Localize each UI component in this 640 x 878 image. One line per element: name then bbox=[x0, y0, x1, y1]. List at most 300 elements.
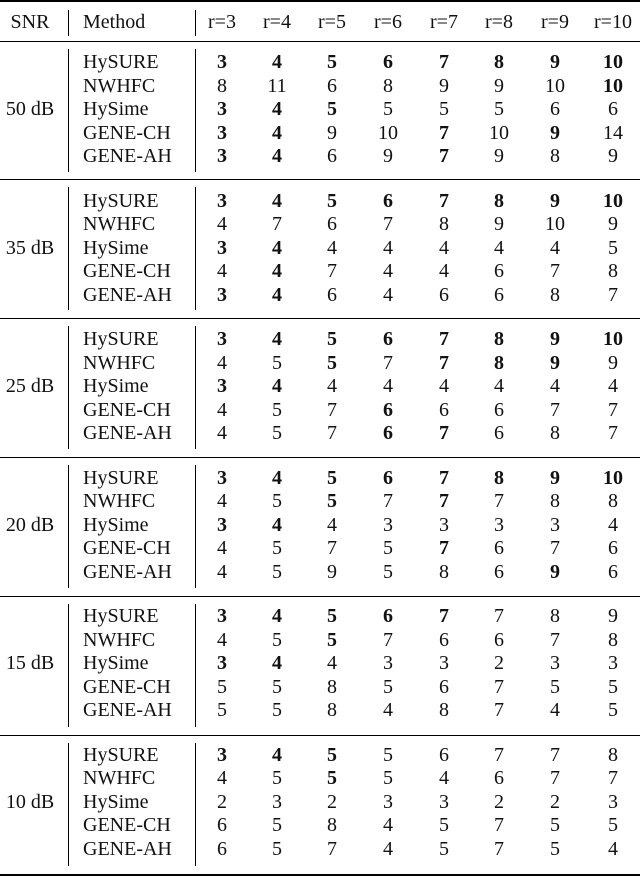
group-divider-method-4 bbox=[195, 604, 196, 727]
table-cell: 4 bbox=[217, 628, 227, 651]
group-divider-snr-3 bbox=[68, 465, 69, 588]
method-name: NWHFC bbox=[83, 767, 156, 789]
table-cell: 3 bbox=[217, 51, 227, 73]
table-cell: 7 bbox=[383, 490, 393, 512]
group-divider-snr-5 bbox=[68, 743, 69, 866]
table-cell: 4 bbox=[550, 375, 560, 397]
table-cell: 6 bbox=[494, 260, 504, 282]
table-cell: 6 bbox=[439, 675, 449, 698]
table-cell: 4 bbox=[327, 513, 337, 536]
table-cell: 4 bbox=[439, 260, 449, 282]
table-cell: 2 bbox=[327, 790, 337, 813]
table-cell: 3 bbox=[217, 328, 227, 350]
method-name: HySURE bbox=[83, 605, 159, 627]
table-cell: 7 bbox=[494, 743, 504, 766]
table-cell: 5 bbox=[439, 98, 449, 120]
table-cell: 7 bbox=[608, 767, 618, 789]
group-divider-method-2 bbox=[195, 326, 196, 449]
table-cell: 4 bbox=[608, 513, 618, 536]
method-name: NWHFC bbox=[83, 74, 156, 97]
table-cell: 5 bbox=[272, 767, 282, 789]
method-name: GENE-AH bbox=[83, 145, 172, 167]
table-cell: 5 bbox=[383, 767, 393, 789]
table-cell: 4 bbox=[272, 236, 282, 259]
bottom-rule bbox=[0, 874, 640, 876]
table-cell: 10 bbox=[603, 51, 623, 73]
table-cell: 6 bbox=[327, 213, 337, 235]
table-cell: 8 bbox=[608, 260, 618, 282]
table-cell: 7 bbox=[327, 537, 337, 559]
header-col-r=9: r=9 bbox=[541, 11, 569, 33]
table-cell: 5 bbox=[327, 466, 337, 489]
table-cell: 4 bbox=[217, 260, 227, 282]
table-cell: 6 bbox=[327, 74, 337, 97]
table-cell: 5 bbox=[272, 422, 282, 444]
table-cell: 6 bbox=[550, 98, 560, 120]
table-cell: 8 bbox=[327, 699, 337, 721]
table-cell: 6 bbox=[439, 743, 449, 766]
table-cell: 4 bbox=[383, 814, 393, 836]
table-cell: 4 bbox=[439, 375, 449, 397]
group-rule-3 bbox=[0, 457, 640, 458]
table-cell: 5 bbox=[608, 699, 618, 721]
header-divider-snr bbox=[68, 10, 69, 36]
table-cell: 6 bbox=[494, 283, 504, 306]
table-cell: 7 bbox=[439, 189, 449, 212]
method-name: HySime bbox=[83, 790, 149, 813]
table-cell: 9 bbox=[608, 145, 618, 167]
table-cell: 5 bbox=[272, 837, 282, 860]
table-cell: 4 bbox=[272, 51, 282, 73]
table-cell: 7 bbox=[550, 260, 560, 282]
group-divider-snr-0 bbox=[68, 49, 69, 172]
method-name: GENE-AH bbox=[83, 560, 172, 583]
table-cell: 3 bbox=[383, 790, 393, 813]
table-cell: 9 bbox=[550, 51, 560, 73]
table-cell: 10 bbox=[545, 74, 565, 97]
table-cell: 5 bbox=[327, 628, 337, 651]
table-cell: 5 bbox=[327, 605, 337, 627]
table-cell: 7 bbox=[550, 628, 560, 651]
table-cell: 8 bbox=[494, 466, 504, 489]
table-cell: 6 bbox=[217, 837, 227, 860]
table-cell: 8 bbox=[550, 490, 560, 512]
table-cell: 7 bbox=[550, 767, 560, 789]
method-name: GENE-AH bbox=[83, 283, 172, 306]
table-cell: 5 bbox=[327, 351, 337, 374]
table-cell: 7 bbox=[439, 490, 449, 512]
table-cell: 4 bbox=[272, 145, 282, 167]
table-cell: 3 bbox=[217, 652, 227, 674]
method-name: GENE-CH bbox=[83, 675, 171, 698]
table-cell: 9 bbox=[383, 145, 393, 167]
table-cell: 4 bbox=[272, 121, 282, 144]
snr-label: 50 dB bbox=[5, 98, 55, 120]
group-divider-method-0 bbox=[195, 49, 196, 172]
table-cell: 5 bbox=[272, 398, 282, 421]
method-name: HySime bbox=[83, 98, 149, 120]
table-cell: 4 bbox=[272, 466, 282, 489]
table-cell: 6 bbox=[383, 328, 393, 350]
table-cell: 8 bbox=[550, 605, 560, 627]
table-cell: 4 bbox=[550, 699, 560, 721]
table-cell: 4 bbox=[217, 537, 227, 559]
method-name: HySime bbox=[83, 652, 149, 674]
table-cell: 7 bbox=[439, 537, 449, 559]
method-name: HySURE bbox=[83, 466, 159, 489]
table-cell: 3 bbox=[217, 145, 227, 167]
table-cell: 9 bbox=[550, 328, 560, 350]
table-cell: 6 bbox=[217, 814, 227, 836]
table-cell: 5 bbox=[383, 537, 393, 559]
table-cell: 7 bbox=[327, 422, 337, 444]
table-cell: 4 bbox=[439, 236, 449, 259]
table-cell: 8 bbox=[327, 675, 337, 698]
table-cell: 9 bbox=[608, 351, 618, 374]
table-cell: 6 bbox=[439, 398, 449, 421]
table-cell: 5 bbox=[272, 537, 282, 559]
table-cell: 5 bbox=[217, 699, 227, 721]
table-cell: 8 bbox=[383, 74, 393, 97]
table-cell: 6 bbox=[494, 537, 504, 559]
group-divider-method-1 bbox=[195, 187, 196, 310]
table-cell: 9 bbox=[439, 74, 449, 97]
snr-label: 25 dB bbox=[5, 375, 55, 397]
table-cell: 6 bbox=[383, 189, 393, 212]
table-cell: 7 bbox=[550, 743, 560, 766]
table-cell: 5 bbox=[272, 699, 282, 721]
method-name: GENE-CH bbox=[83, 121, 171, 144]
table-cell: 5 bbox=[272, 560, 282, 583]
table-cell: 3 bbox=[217, 121, 227, 144]
table-cell: 3 bbox=[439, 652, 449, 674]
table-cell: 9 bbox=[550, 121, 560, 144]
table-cell: 10 bbox=[603, 189, 623, 212]
table-cell: 5 bbox=[327, 328, 337, 350]
table-cell: 7 bbox=[439, 605, 449, 627]
table-cell: 4 bbox=[272, 260, 282, 282]
table-cell: 4 bbox=[608, 837, 618, 860]
table-cell: 6 bbox=[383, 605, 393, 627]
group-divider-method-3 bbox=[195, 465, 196, 588]
table-cell: 7 bbox=[383, 213, 393, 235]
table-cell: 5 bbox=[439, 814, 449, 836]
table-cell: 4 bbox=[494, 236, 504, 259]
table-cell: 11 bbox=[267, 74, 287, 97]
header-method: Method bbox=[83, 11, 146, 33]
table-cell: 7 bbox=[494, 605, 504, 627]
top-rule bbox=[0, 0, 640, 2]
table-cell: 8 bbox=[494, 351, 504, 374]
table-cell: 10 bbox=[603, 328, 623, 350]
table-cell: 9 bbox=[550, 466, 560, 489]
group-rule-1 bbox=[0, 179, 640, 180]
table-cell: 7 bbox=[550, 537, 560, 559]
table-cell: 9 bbox=[494, 145, 504, 167]
table-cell: 5 bbox=[327, 490, 337, 512]
group-rule-2 bbox=[0, 318, 640, 319]
table-cell: 9 bbox=[494, 74, 504, 97]
table-cell: 5 bbox=[272, 351, 282, 374]
method-name: GENE-CH bbox=[83, 814, 171, 836]
table-cell: 4 bbox=[550, 236, 560, 259]
table-cell: 4 bbox=[494, 375, 504, 397]
table-cell: 7 bbox=[608, 283, 618, 306]
group-rule-5 bbox=[0, 735, 640, 736]
header-col-r=3: r=3 bbox=[208, 11, 236, 33]
table-cell: 2 bbox=[550, 790, 560, 813]
table-cell: 6 bbox=[439, 283, 449, 306]
table-cell: 6 bbox=[383, 51, 393, 73]
table-cell: 5 bbox=[272, 628, 282, 651]
table-cell: 8 bbox=[608, 628, 618, 651]
method-name: GENE-AH bbox=[83, 422, 172, 444]
header-col-r=10: r=10 bbox=[594, 11, 632, 33]
table-cell: 7 bbox=[327, 837, 337, 860]
table-cell: 3 bbox=[217, 375, 227, 397]
table-cell: 5 bbox=[439, 837, 449, 860]
table-cell: 5 bbox=[550, 837, 560, 860]
table-cell: 6 bbox=[383, 422, 393, 444]
method-name: NWHFC bbox=[83, 490, 156, 512]
method-name: HySURE bbox=[83, 743, 159, 766]
table-cell: 7 bbox=[494, 675, 504, 698]
table-cell: 7 bbox=[327, 260, 337, 282]
header-col-r=4: r=4 bbox=[263, 11, 291, 33]
table-cell: 3 bbox=[217, 98, 227, 120]
table-cell: 4 bbox=[327, 236, 337, 259]
table-cell: 5 bbox=[383, 743, 393, 766]
table-cell: 4 bbox=[272, 513, 282, 536]
table-cell: 8 bbox=[327, 814, 337, 836]
header-col-r=8: r=8 bbox=[485, 11, 513, 33]
table-cell: 3 bbox=[608, 652, 618, 674]
table-cell: 3 bbox=[439, 790, 449, 813]
table-cell: 7 bbox=[494, 837, 504, 860]
table-cell: 4 bbox=[327, 375, 337, 397]
table-cell: 3 bbox=[217, 513, 227, 536]
table-cell: 7 bbox=[439, 121, 449, 144]
table-cell: 8 bbox=[439, 699, 449, 721]
table-cell: 7 bbox=[608, 422, 618, 444]
table-cell: 6 bbox=[383, 466, 393, 489]
table-cell: 3 bbox=[217, 236, 227, 259]
table-cell: 7 bbox=[494, 814, 504, 836]
table-cell: 4 bbox=[383, 236, 393, 259]
table-cell: 9 bbox=[608, 213, 618, 235]
table-cell: 4 bbox=[272, 189, 282, 212]
table-cell: 8 bbox=[494, 328, 504, 350]
group-divider-snr-2 bbox=[68, 326, 69, 449]
table-cell: 5 bbox=[383, 98, 393, 120]
table-cell: 4 bbox=[272, 98, 282, 120]
group-divider-snr-4 bbox=[68, 604, 69, 727]
header-col-r=6: r=6 bbox=[374, 11, 402, 33]
table-cell: 7 bbox=[272, 213, 282, 235]
snr-label: 15 dB bbox=[5, 652, 55, 674]
table-cell: 9 bbox=[327, 121, 337, 144]
table-cell: 5 bbox=[383, 560, 393, 583]
table-cell: 7 bbox=[439, 51, 449, 73]
table-cell: 4 bbox=[383, 283, 393, 306]
table-cell: 4 bbox=[383, 699, 393, 721]
method-name: NWHFC bbox=[83, 628, 156, 651]
method-name: HySURE bbox=[83, 328, 159, 350]
table-cell: 5 bbox=[608, 236, 618, 259]
table-cell: 4 bbox=[217, 213, 227, 235]
table-cell: 6 bbox=[608, 98, 618, 120]
table-cell: 4 bbox=[217, 767, 227, 789]
table-cell: 6 bbox=[327, 145, 337, 167]
table-cell: 3 bbox=[272, 790, 282, 813]
table-cell: 10 bbox=[545, 213, 565, 235]
table-cell: 8 bbox=[550, 283, 560, 306]
table-cell: 7 bbox=[439, 351, 449, 374]
table-cell: 4 bbox=[217, 560, 227, 583]
table-cell: 4 bbox=[272, 652, 282, 674]
table-cell: 8 bbox=[494, 189, 504, 212]
table-cell: 7 bbox=[439, 328, 449, 350]
table-cell: 5 bbox=[327, 189, 337, 212]
table-cell: 5 bbox=[327, 51, 337, 73]
table-cell: 8 bbox=[439, 213, 449, 235]
method-name: HySURE bbox=[83, 51, 159, 73]
table-cell: 9 bbox=[550, 189, 560, 212]
header-divider-method bbox=[195, 10, 196, 36]
table-cell: 4 bbox=[327, 652, 337, 674]
table-cell: 7 bbox=[327, 398, 337, 421]
table-cell: 14 bbox=[603, 121, 623, 144]
method-name: HySime bbox=[83, 375, 149, 397]
table-cell: 3 bbox=[217, 743, 227, 766]
table-cell: 7 bbox=[608, 398, 618, 421]
table-cell: 3 bbox=[494, 513, 504, 536]
table-cell: 7 bbox=[494, 490, 504, 512]
header-col-r=5: r=5 bbox=[318, 11, 346, 33]
table-cell: 8 bbox=[494, 51, 504, 73]
table-cell: 9 bbox=[550, 560, 560, 583]
table-cell: 6 bbox=[383, 398, 393, 421]
table-cell: 3 bbox=[439, 513, 449, 536]
table-cell: 7 bbox=[550, 398, 560, 421]
method-name: NWHFC bbox=[83, 351, 156, 374]
table-cell: 8 bbox=[550, 145, 560, 167]
table-cell: 9 bbox=[550, 351, 560, 374]
table-cell: 5 bbox=[327, 767, 337, 789]
table-cell: 8 bbox=[439, 560, 449, 583]
table-cell: 6 bbox=[494, 422, 504, 444]
method-name: HySime bbox=[83, 513, 149, 536]
table-cell: 6 bbox=[494, 560, 504, 583]
method-name: HySURE bbox=[83, 189, 159, 212]
table-cell: 8 bbox=[608, 490, 618, 512]
table-cell: 7 bbox=[439, 466, 449, 489]
table-cell: 3 bbox=[383, 652, 393, 674]
header-snr: SNR bbox=[10, 11, 50, 33]
method-name: GENE-CH bbox=[83, 260, 171, 282]
table-cell: 3 bbox=[608, 790, 618, 813]
table-cell: 10 bbox=[603, 74, 623, 97]
table-cell: 4 bbox=[272, 375, 282, 397]
table-cell: 6 bbox=[494, 767, 504, 789]
method-name: GENE-CH bbox=[83, 537, 171, 559]
method-name: GENE-CH bbox=[83, 398, 171, 421]
method-name: HySime bbox=[83, 236, 149, 259]
method-name: NWHFC bbox=[83, 213, 156, 235]
table-cell: 5 bbox=[327, 743, 337, 766]
table-cell: 3 bbox=[217, 283, 227, 306]
table-cell: 9 bbox=[608, 605, 618, 627]
table-cell: 4 bbox=[608, 375, 618, 397]
method-name: GENE-AH bbox=[83, 699, 172, 721]
table-cell: 4 bbox=[272, 328, 282, 350]
group-rule-0 bbox=[0, 41, 640, 42]
table-cell: 2 bbox=[494, 790, 504, 813]
group-divider-snr-1 bbox=[68, 187, 69, 310]
group-rule-4 bbox=[0, 596, 640, 597]
table-cell: 3 bbox=[217, 605, 227, 627]
table-cell: 5 bbox=[383, 675, 393, 698]
table-cell: 4 bbox=[272, 743, 282, 766]
table-cell: 4 bbox=[272, 605, 282, 627]
table-cell: 5 bbox=[550, 675, 560, 698]
table-cell: 2 bbox=[494, 652, 504, 674]
table-cell: 5 bbox=[272, 814, 282, 836]
table-cell: 4 bbox=[217, 422, 227, 444]
table-cell: 8 bbox=[608, 743, 618, 766]
table-cell: 7 bbox=[383, 351, 393, 374]
table-cell: 7 bbox=[383, 628, 393, 651]
snr-label: 35 dB bbox=[5, 236, 55, 259]
header-col-r=7: r=7 bbox=[430, 11, 458, 33]
table-cell: 4 bbox=[439, 767, 449, 789]
table-cell: 5 bbox=[608, 814, 618, 836]
table-cell: 4 bbox=[383, 260, 393, 282]
table-cell: 6 bbox=[327, 283, 337, 306]
table-cell: 5 bbox=[494, 98, 504, 120]
table-cell: 3 bbox=[550, 513, 560, 536]
table-cell: 10 bbox=[489, 121, 509, 144]
table-cell: 4 bbox=[217, 490, 227, 512]
table-cell: 4 bbox=[217, 398, 227, 421]
table-cell: 6 bbox=[494, 398, 504, 421]
table-cell: 4 bbox=[383, 375, 393, 397]
table-cell: 5 bbox=[217, 675, 227, 698]
table-cell: 4 bbox=[217, 351, 227, 374]
snr-label: 20 dB bbox=[5, 513, 55, 536]
table-cell: 5 bbox=[327, 98, 337, 120]
table-cell: 9 bbox=[327, 560, 337, 583]
table-cell: 4 bbox=[383, 837, 393, 860]
table-cell: 6 bbox=[439, 628, 449, 651]
table-cell: 5 bbox=[550, 814, 560, 836]
table-cell: 10 bbox=[603, 466, 623, 489]
table-cell: 7 bbox=[439, 422, 449, 444]
table-cell: 3 bbox=[550, 652, 560, 674]
table-cell: 6 bbox=[608, 537, 618, 559]
table-cell: 3 bbox=[217, 466, 227, 489]
table-cell: 3 bbox=[383, 513, 393, 536]
table-cell: 9 bbox=[494, 213, 504, 235]
table-cell: 4 bbox=[272, 283, 282, 306]
table-cell: 5 bbox=[608, 675, 618, 698]
table-cell: 7 bbox=[494, 699, 504, 721]
group-divider-method-5 bbox=[195, 743, 196, 866]
table-cell: 5 bbox=[272, 490, 282, 512]
table-cell: 7 bbox=[439, 145, 449, 167]
table-cell: 6 bbox=[494, 628, 504, 651]
table-cell: 8 bbox=[217, 74, 227, 97]
